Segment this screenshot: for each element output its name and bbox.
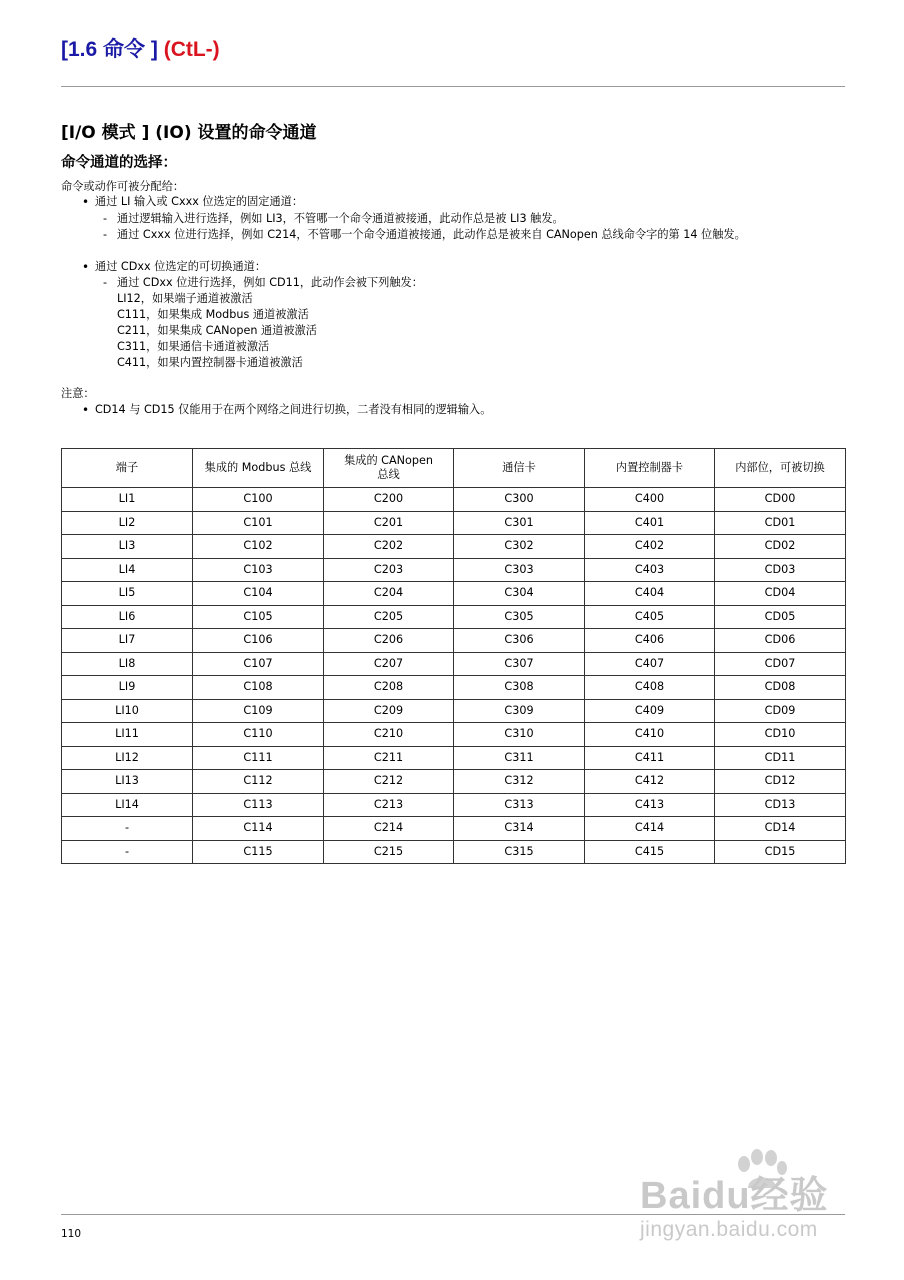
table-cell: C115 [193,840,324,864]
table-cell: - [62,817,193,841]
table-cell: C209 [324,699,454,723]
table-row [62,840,846,864]
table-cell: C110 [193,723,324,747]
table-cell: LI1 [62,488,193,512]
table-body [62,488,846,864]
table-cell: - [62,840,193,864]
page-number: 110 [61,1228,82,1240]
table-cell: LI12 [62,746,193,770]
table-cell: C403 [585,558,715,582]
table-cell: C311 [454,746,585,770]
table-cell: C215 [324,840,454,864]
watermark-url: jingyan.baidu.com [640,1218,818,1241]
table-cell: C114 [193,817,324,841]
table-cell: LI3 [62,535,193,559]
header-canopen [324,449,454,488]
table-row [62,629,846,653]
table-row [62,676,846,700]
baidu-watermark [640,1148,860,1243]
table-cell: C302 [454,535,585,559]
table-cell: C400 [585,488,715,512]
table-cell: C408 [585,676,715,700]
table-cell: C202 [324,535,454,559]
table-cell: C107 [193,652,324,676]
table-cell: CD01 [715,511,846,535]
table-cell: C415 [585,840,715,864]
table-cell: C414 [585,817,715,841]
table-cell: LI6 [62,605,193,629]
table-cell: C412 [585,770,715,794]
title-code: (CtL-) [163,38,220,61]
table-cell: C108 [193,676,324,700]
table-cell: CD07 [715,652,846,676]
table-cell: LI10 [62,699,193,723]
bullet-fixed-channel: • 通过 LI 输入或 Cxxx 位选定的固定通道： [95,194,303,210]
table-cell: C306 [454,629,585,653]
list-item: C411，如果内置控制器卡通道被激活 [117,356,303,369]
table-cell: C111 [193,746,324,770]
table-cell: C105 [193,605,324,629]
header-canopen-line1: 集成的 CANopen [344,454,433,467]
table-row [62,770,846,794]
table-row [62,535,846,559]
table-cell: LI14 [62,793,193,817]
list-item: C111，如果集成 Modbus 通道被激活 [117,308,309,321]
list-item: C211，如果集成 CANopen 通道被激活 [117,324,317,337]
table-row [62,699,846,723]
table-row [62,817,846,841]
table-cell: LI8 [62,652,193,676]
table-row [62,558,846,582]
table-cell: C103 [193,558,324,582]
table-cell: CD02 [715,535,846,559]
table-cell: CD12 [715,770,846,794]
table-cell: C208 [324,676,454,700]
table-cell: C214 [324,817,454,841]
table-cell: C203 [324,558,454,582]
dash-item-cxxx-bit: - 通过 Cxxx 位进行选择，例如 C214，不管哪一个命令通道被接通，此动作总是被来自 CANopen 总线命令字的第 14 位触发。 [117,227,746,243]
table-cell: LI5 [62,582,193,606]
table-cell: C409 [585,699,715,723]
table-cell: LI4 [62,558,193,582]
title-section-number: [1.6 命令 ] [61,38,158,61]
table-cell: C404 [585,582,715,606]
table-cell: C312 [454,770,585,794]
table-cell: C201 [324,511,454,535]
table-cell: CD05 [715,605,846,629]
table-cell: C407 [585,652,715,676]
table-cell: C205 [324,605,454,629]
table-row [62,605,846,629]
table-cell: CD00 [715,488,846,512]
table-cell: CD06 [715,629,846,653]
header-comm-card: 通信卡 [454,449,585,488]
table-row [62,746,846,770]
table-cell: C411 [585,746,715,770]
table-row [62,652,846,676]
list-item: C311，如果通信卡通道被激活 [117,340,270,353]
table-cell: C410 [585,723,715,747]
table-cell: CD03 [715,558,846,582]
table-cell: C106 [193,629,324,653]
table-cell: C206 [324,629,454,653]
table-header-row [62,449,846,488]
table-cell: C207 [324,652,454,676]
table-cell: C300 [454,488,585,512]
table-cell: CD14 [715,817,846,841]
header-controller-card: 内置控制器卡 [585,449,715,488]
table-row [62,488,846,512]
table-cell: C315 [454,840,585,864]
dash-item-logic-input: - 通过逻辑输入进行选择，例如 LI3，不管哪一个命令通道被接通，此动作总是被 LI3 触发。 [117,211,564,227]
table-cell: LI2 [62,511,193,535]
table-cell: CD08 [715,676,846,700]
intro-text: 命令或动作可被分配给： [61,180,185,193]
table-cell: CD13 [715,793,846,817]
table-cell: CD09 [715,699,846,723]
table-row [62,511,846,535]
table-cell: C303 [454,558,585,582]
table-cell: C101 [193,511,324,535]
table-cell: C109 [193,699,324,723]
table-cell: LI9 [62,676,193,700]
note-label: 注意： [61,387,95,400]
table-cell: C307 [454,652,585,676]
channel-table [61,448,846,864]
table-cell: C308 [454,676,585,700]
table-cell: C200 [324,488,454,512]
header-internal-bits: 内部位，可被切换 [715,449,846,488]
table-cell: C314 [454,817,585,841]
table-row [62,723,846,747]
table-cell: C401 [585,511,715,535]
table-cell: C301 [454,511,585,535]
table-cell: C104 [193,582,324,606]
sub-heading: 命令通道的选择： [61,155,177,171]
bullet-switchable-channel: • 通过 CDxx 位选定的可切换通道： [95,259,266,275]
table-cell: C210 [324,723,454,747]
page-title [61,36,220,64]
table-cell: C112 [193,770,324,794]
table-cell: CD04 [715,582,846,606]
table-cell: C310 [454,723,585,747]
list-item: LI12，如果端子通道被激活 [117,292,253,305]
header-modbus: 集成的 Modbus 总线 [193,449,324,488]
table-cell: C313 [454,793,585,817]
table-cell: LI13 [62,770,193,794]
table-row [62,582,846,606]
table-cell: CD11 [715,746,846,770]
table-cell: C413 [585,793,715,817]
header-terminal: 端子 [62,449,193,488]
table-cell: C204 [324,582,454,606]
section-heading: [I/O 模式 ] (IO) 设置的命令通道 [61,123,317,143]
note-bullet: • CD14 与 CD15 仅能用于在两个网络之间进行切换，二者没有相同的逻辑输入。 [95,402,491,418]
table-cell: C113 [193,793,324,817]
watermark-brand: Baidu经验 [640,1175,829,1217]
table-cell: C212 [324,770,454,794]
dash-item-cdxx-bit: - 通过 CDxx 位进行选择，例如 CD11，此动作会被下列触发： [117,275,423,291]
table-cell: C211 [324,746,454,770]
header-divider [61,86,845,87]
table-cell: C102 [193,535,324,559]
table-cell: C304 [454,582,585,606]
table-cell: CD15 [715,840,846,864]
table-cell: C305 [454,605,585,629]
table-cell: C100 [193,488,324,512]
table-cell: C402 [585,535,715,559]
header-canopen-line2: 总线 [377,468,400,481]
table-cell: C405 [585,605,715,629]
table-cell: CD10 [715,723,846,747]
table-cell: C406 [585,629,715,653]
table-cell: LI11 [62,723,193,747]
table-cell: C309 [454,699,585,723]
table-cell: C213 [324,793,454,817]
table-row [62,793,846,817]
table-cell: LI7 [62,629,193,653]
